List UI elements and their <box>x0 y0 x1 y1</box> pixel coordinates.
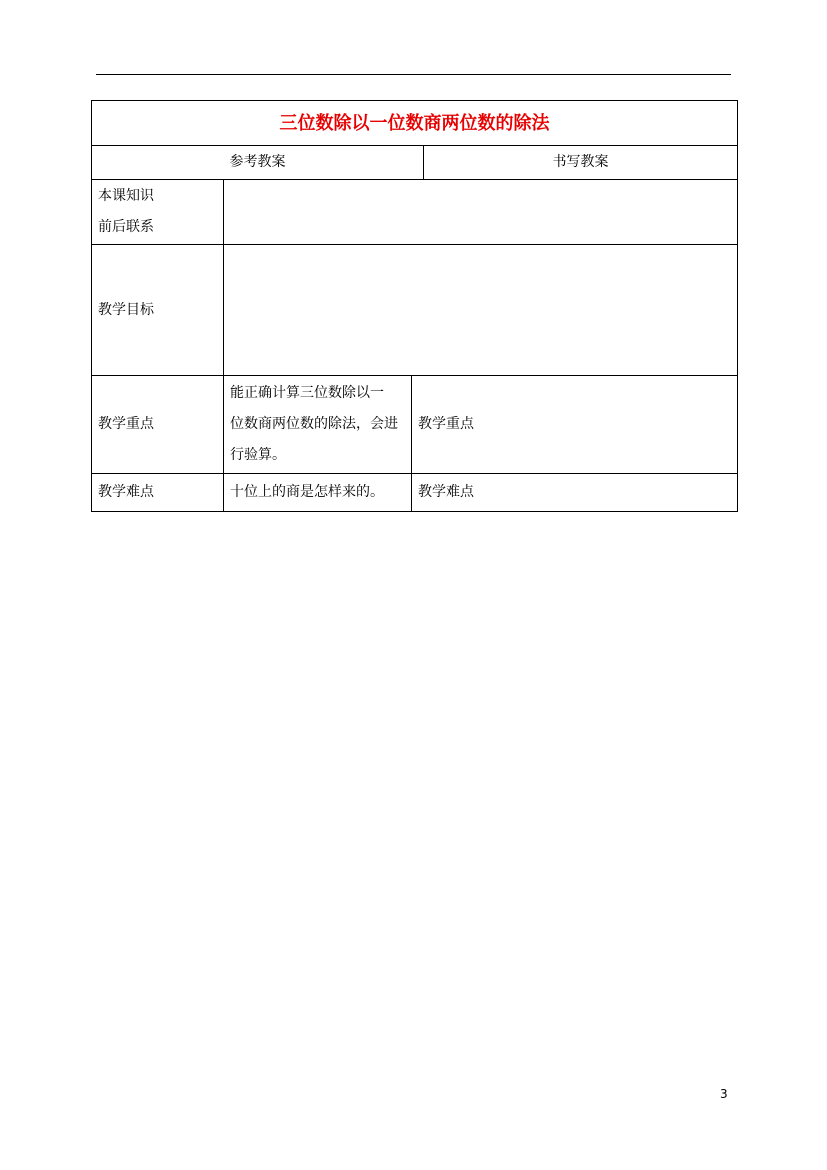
key-points-content <box>224 376 412 474</box>
row-label-objectives: 教学目标 <box>92 245 224 376</box>
column-header-writing: 书写教案 <box>424 146 738 180</box>
difficulties-writing: 教学难点 <box>412 474 738 512</box>
key-points-writing: 教学重点 <box>412 376 738 474</box>
document-title: 三位数除以一位数商两位数的除法 <box>92 101 738 146</box>
row-label-key-points: 教学重点 <box>92 376 224 474</box>
text-line: 能正确计算三位数除以一 <box>230 385 384 401</box>
column-header-reference: 参考教案 <box>92 146 424 180</box>
page-number: 3 <box>720 1087 728 1101</box>
text-line: 位数商两位数的除法，会进 <box>230 416 398 432</box>
text-line: 行验算。 <box>230 447 286 463</box>
prior-knowledge-content <box>224 180 738 245</box>
header-rule <box>96 74 731 75</box>
lesson-plan-table <box>91 100 738 512</box>
row-label-line: 本课知识 <box>98 188 154 204</box>
objectives-content <box>224 245 738 376</box>
difficulties-content: 十位上的商是怎样来的。 <box>224 474 412 512</box>
row-label-prior-knowledge <box>92 180 224 245</box>
row-label-line: 前后联系 <box>98 219 154 235</box>
row-label-difficulties: 教学难点 <box>92 474 224 512</box>
